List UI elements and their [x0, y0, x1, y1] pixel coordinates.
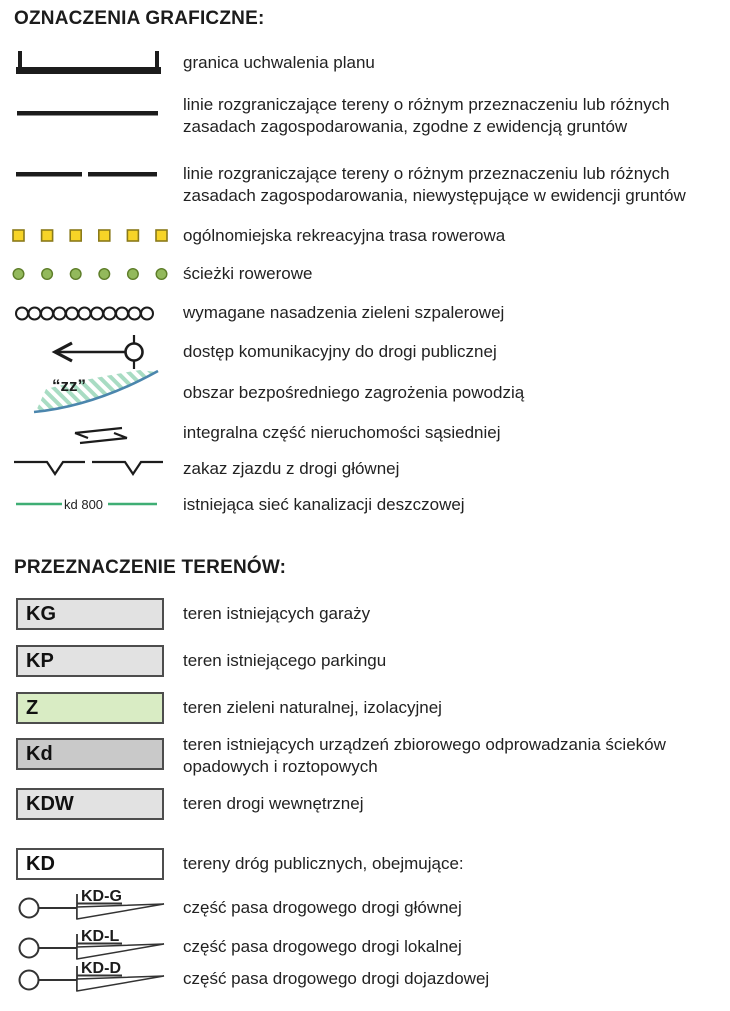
bike-route-squares-icon	[12, 229, 168, 243]
legend-label: ogólnomiejska rekreacyjna trasa rowerowa	[183, 226, 506, 245]
legend-label: część pasa drogowego drogi głównej	[183, 898, 462, 917]
bike-path-dots-icon	[12, 267, 168, 281]
road-class-kdd-icon	[14, 958, 184, 1002]
no-exit-line-icon	[14, 457, 164, 479]
integral-part-arrows-icon	[60, 424, 138, 448]
legend-label: część pasa drogowego drogi lokalnej	[183, 937, 462, 956]
section-title-land-use: PRZEZNACZENIE TERENÓW:	[14, 557, 287, 578]
zone-code: KD	[26, 853, 55, 875]
flood-hazard-icon	[30, 367, 165, 419]
zone-box-kdw	[16, 788, 164, 820]
zone-code: Z	[26, 697, 39, 719]
legend-label: obszar bezpośredniego zagrożenia powodzią	[183, 383, 525, 402]
zone-box-kd-public	[16, 848, 164, 880]
zone-box-kp	[16, 645, 164, 677]
storm-sewer-line-icon	[14, 495, 160, 513]
road-access-arrow-icon	[14, 333, 154, 371]
plan-boundary-icon	[16, 51, 161, 77]
legend-label: teren istniejących urządzeń zbiorowego odprowadzania ścieków opadowych i roztopowych	[183, 735, 666, 776]
legend-label: teren istniejącego parkingu	[183, 651, 387, 670]
solid-boundary-line-icon	[17, 111, 158, 117]
legend-label: linie rozgraniczające tereny o różnym przeznaczeniu lub różnych zasadach zagospodarowania, zgodne z ewidencją gruntów	[183, 95, 670, 136]
dashed-boundary-line-icon	[16, 172, 157, 178]
tree-row-circles-icon	[15, 306, 155, 321]
zone-code: Kd	[26, 743, 53, 765]
legend-label: teren istniejących garaży	[183, 604, 371, 623]
legend-label: zakaz zjazdu z drogi głównej	[183, 459, 400, 478]
legend-label: wymagane nasadzenia zieleni szpalerowej	[183, 303, 505, 322]
zone-code: KP	[26, 650, 54, 672]
legend-label: ścieżki rowerowe	[183, 264, 313, 283]
zone-box-z	[16, 692, 164, 724]
section-title-graphic-symbols: OZNACZENIA GRAFICZNE:	[14, 8, 265, 29]
road-class-code: KD-L	[81, 928, 120, 945]
legend-label: część pasa drogowego drogi dojazdowej	[183, 969, 490, 988]
road-class-code: KD-G	[81, 888, 122, 905]
legend-label: istniejąca sieć kanalizacji deszczowej	[183, 495, 465, 514]
road-class-code: KD-D	[81, 960, 121, 977]
road-class-kdg-icon	[14, 886, 184, 930]
sewer-line-code: kd 800	[64, 497, 104, 512]
legend-label: tereny dróg publicznych, obejmujące:	[183, 854, 464, 873]
zone-box-kg	[16, 598, 164, 630]
zone-box-kd	[16, 738, 164, 770]
legend-label: granica uchwalenia planu	[183, 53, 375, 72]
zone-code: KG	[26, 603, 56, 625]
legend-label: teren drogi wewnętrznej	[183, 794, 364, 813]
legend-label: dostęp komunikacyjny do drogi publicznej	[183, 342, 497, 361]
legend-label: integralna część nieruchomości sąsiedniej	[183, 423, 501, 442]
legend-label: teren zieleni naturalnej, izolacyjnej	[183, 698, 442, 717]
zone-code: KDW	[26, 793, 74, 815]
flood-zone-code: “zz”	[52, 376, 86, 395]
legend-label: linie rozgraniczające tereny o różnym przeznaczeniu lub różnych zasadach zagospodarowania, niewystępujące w ewidencji gruntów	[183, 164, 686, 205]
